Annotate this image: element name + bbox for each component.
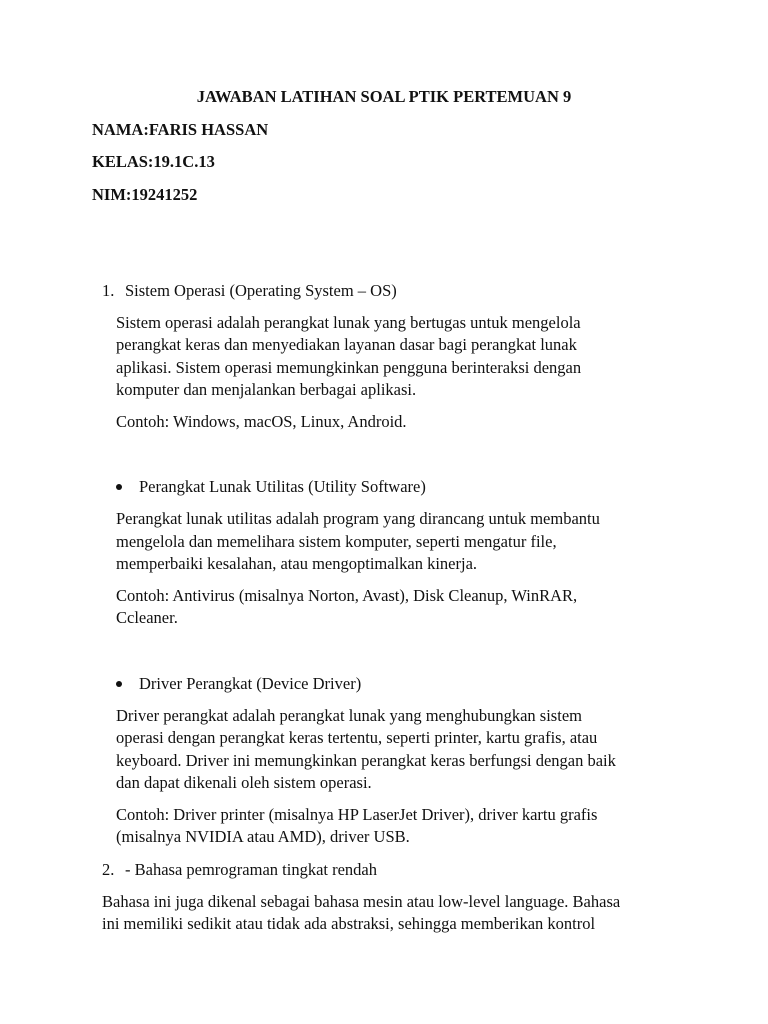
section1-line: perangkat keras dan menyediakan layanan dasar bagi perangkat lunak bbox=[116, 335, 577, 354]
list-number-1: 1. bbox=[102, 281, 115, 300]
driver-example: Contoh: Driver printer (misalnya HP LaserJet Driver), driver kartu grafis bbox=[116, 805, 598, 824]
section2-heading: - Bahasa pemrograman tingkat rendah bbox=[125, 860, 377, 879]
utility-line: Perangkat lunak utilitas adalah program yang dirancang untuk membantu bbox=[116, 509, 600, 528]
section2-line: Bahasa ini juga dikenal sebagai bahasa mesin atau low-level language. Bahasa bbox=[102, 892, 621, 911]
student-name: NAMA:FARIS HASSAN bbox=[92, 120, 269, 139]
section1-heading: Sistem Operasi (Operating System – OS) bbox=[125, 281, 397, 300]
section1-example: Contoh: Windows, macOS, Linux, Android. bbox=[116, 412, 407, 431]
section2-line: ini memiliki sedikit atau tidak ada abstraksi, sehingga memberikan kontrol bbox=[102, 914, 596, 933]
utility-example: Ccleaner. bbox=[116, 608, 178, 627]
section1-line: aplikasi. Sistem operasi memungkinkan pengguna berinteraksi dengan bbox=[116, 358, 582, 377]
student-class: KELAS:19.1C.13 bbox=[92, 152, 215, 171]
utility-example: Contoh: Antivirus (misalnya Norton, Avast), Disk Cleanup, WinRAR, bbox=[116, 586, 578, 605]
driver-line: operasi dengan perangkat keras tertentu, seperti printer, kartu grafis, atau bbox=[116, 728, 598, 747]
bullet-icon bbox=[116, 484, 122, 490]
bullet-icon bbox=[116, 681, 122, 687]
driver-line: dan dapat dikenali oleh sistem operasi. bbox=[116, 773, 372, 792]
student-nim: NIM:19241252 bbox=[92, 185, 198, 204]
driver-example: (misalnya NVIDIA atau AMD), driver USB. bbox=[116, 827, 410, 846]
driver-heading: Driver Perangkat (Device Driver) bbox=[139, 674, 362, 693]
utility-line: mengelola dan memelihara sistem komputer, seperti mengatur file, bbox=[116, 532, 557, 551]
driver-line: keyboard. Driver ini memungkinkan perangkat keras berfungsi dengan baik bbox=[116, 751, 616, 770]
section1-line: komputer dan menjalankan berbagai aplikasi. bbox=[116, 380, 417, 399]
utility-heading: Perangkat Lunak Utilitas (Utility Software) bbox=[139, 477, 426, 496]
list-number-2: 2. bbox=[102, 860, 115, 879]
section1-line: Sistem operasi adalah perangkat lunak yang bertugas untuk mengelola bbox=[116, 313, 581, 332]
document-title: JAWABAN LATIHAN SOAL PTIK PERTEMUAN 9 bbox=[196, 87, 572, 106]
driver-line: Driver perangkat adalah perangkat lunak yang menghubungkan sistem bbox=[116, 706, 582, 725]
utility-line: memperbaiki kesalahan, atau mengoptimalkan kinerja. bbox=[116, 554, 478, 573]
